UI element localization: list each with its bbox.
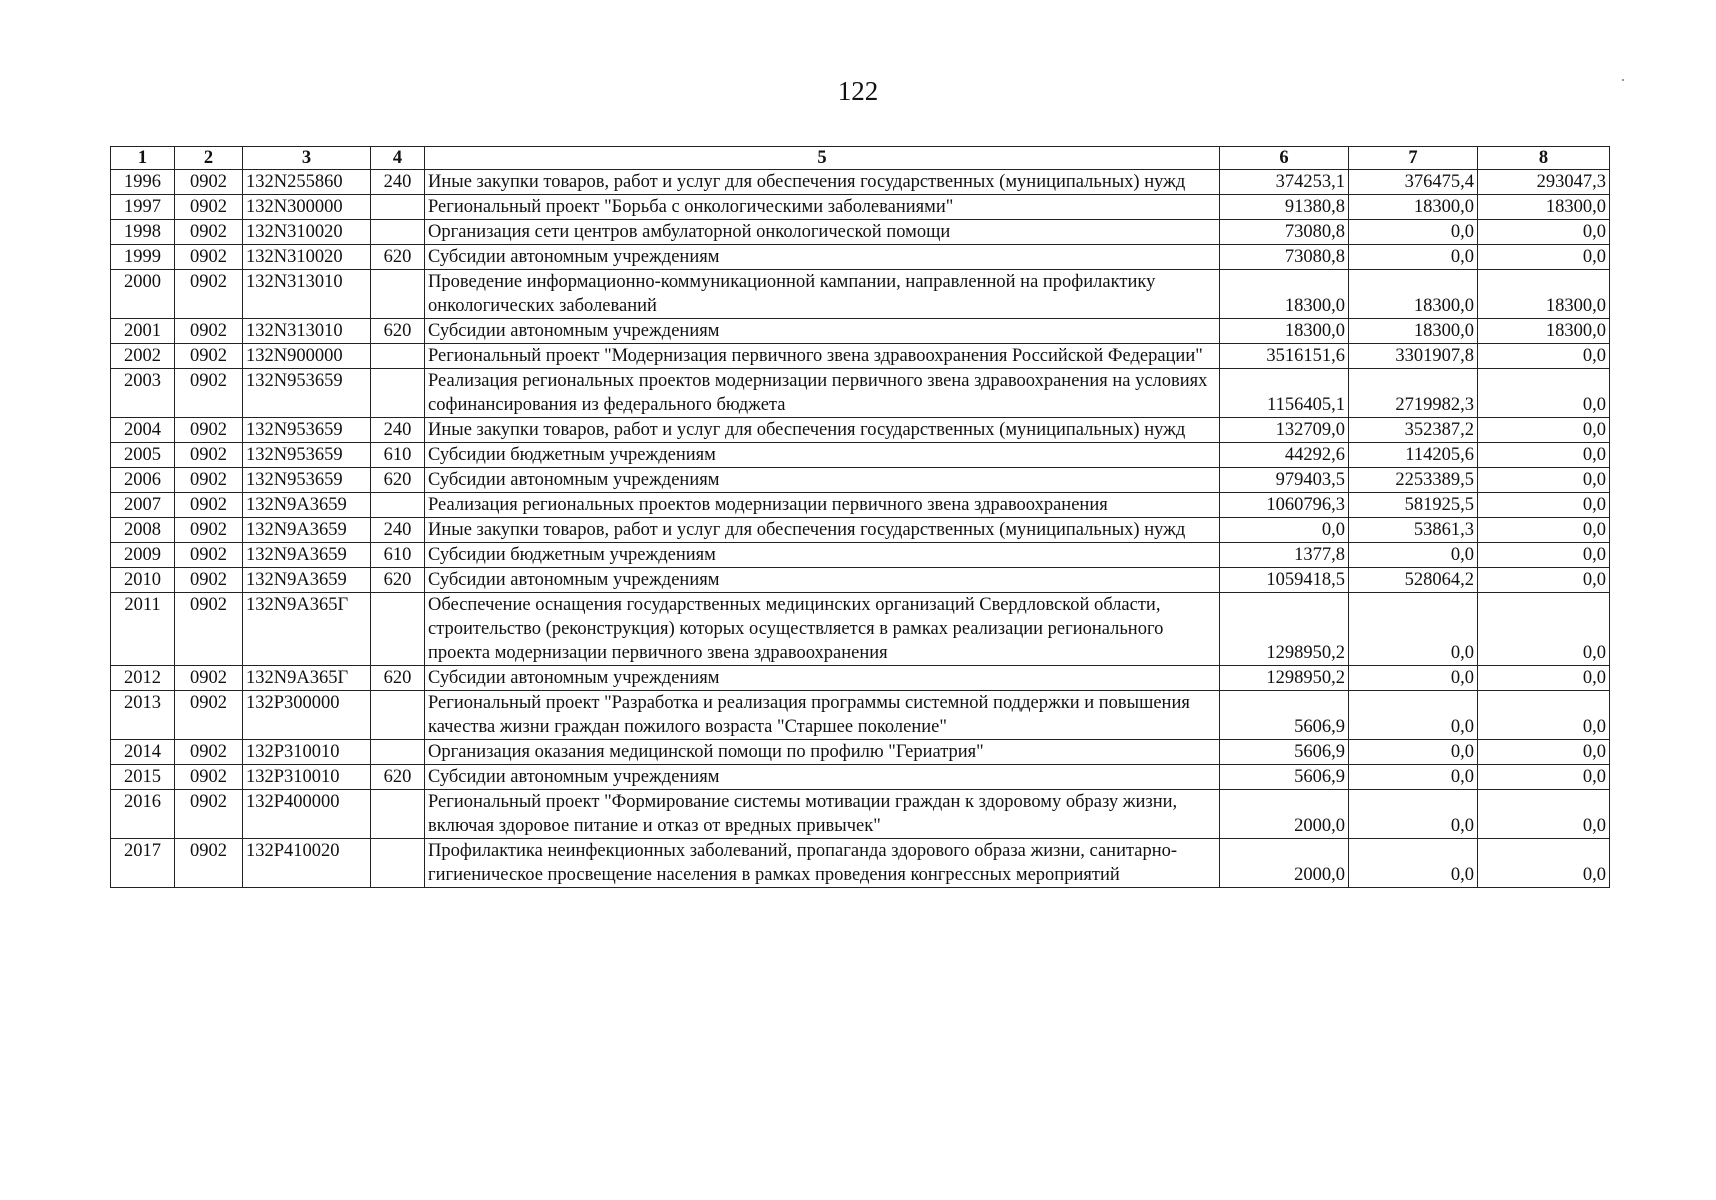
table-row [111, 369, 1610, 418]
amount-col8-cell: 0,0 [1478, 568, 1610, 593]
amount-col6-cell: 1377,8 [1220, 543, 1349, 568]
item-name-cell: Региональный проект "Разработка и реализация программы системной поддержки и повышения качества жизни граждан пожилого возраста "Старшее поколение" [425, 691, 1220, 740]
section-code-cell: 0902 [175, 220, 243, 245]
amount-col8-cell: 0,0 [1478, 468, 1610, 493]
expense-type-cell: 620 [371, 245, 425, 270]
table-row [111, 839, 1610, 888]
target-article-cell: 132N953659 [243, 468, 371, 493]
table-row [111, 666, 1610, 691]
amount-col7-cell: 0,0 [1349, 790, 1478, 839]
table-row [111, 195, 1610, 220]
expense-type-cell [371, 369, 425, 418]
amount-col6-cell: 979403,5 [1220, 468, 1349, 493]
section-code-cell: 0902 [175, 593, 243, 666]
target-article-cell: 132P300000 [243, 691, 371, 740]
item-name-cell: Реализация региональных проектов модернизации первичного звена здравоохранения на условиях софинансирования из федерального бюджета [425, 369, 1220, 418]
amount-col7-cell: 0,0 [1349, 245, 1478, 270]
target-article-cell: 132N9A365Г [243, 593, 371, 666]
table-row [111, 245, 1610, 270]
item-name-cell: Региональный проект "Формирование системы мотивации граждан к здоровому образу жизни, включая здоровое питание и отказ от вредных привычек" [425, 790, 1220, 839]
amount-col6-cell: 44292,6 [1220, 443, 1349, 468]
amount-col7-cell: 2719982,3 [1349, 369, 1478, 418]
col-header: 1 [111, 147, 175, 170]
amount-col8-cell: 0,0 [1478, 443, 1610, 468]
item-name-cell: Иные закупки товаров, работ и услуг для обеспечения государственных (муниципальных) нужд [425, 418, 1220, 443]
target-article-cell: 132P310010 [243, 765, 371, 790]
item-name-cell: Субсидии бюджетным учреждениям [425, 443, 1220, 468]
col-header: 2 [175, 147, 243, 170]
amount-col6-cell: 1298950,2 [1220, 593, 1349, 666]
expense-type-cell: 620 [371, 765, 425, 790]
row-number-cell: 1998 [111, 220, 175, 245]
expense-type-cell: 620 [371, 666, 425, 691]
expense-type-cell [371, 195, 425, 220]
target-article-cell: 132N9A365Г [243, 666, 371, 691]
amount-col6-cell: 5606,9 [1220, 740, 1349, 765]
target-article-cell: 132N310020 [243, 245, 371, 270]
item-name-cell: Субсидии автономным учреждениям [425, 468, 1220, 493]
item-name-cell: Субсидии автономным учреждениям [425, 568, 1220, 593]
section-code-cell: 0902 [175, 319, 243, 344]
amount-col8-cell: 0,0 [1478, 245, 1610, 270]
amount-col6-cell: 73080,8 [1220, 245, 1349, 270]
item-name-cell: Региональный проект "Борьба с онкологическими заболеваниями" [425, 195, 1220, 220]
expense-type-cell: 240 [371, 518, 425, 543]
row-number-cell: 2017 [111, 839, 175, 888]
table-row [111, 593, 1610, 666]
target-article-cell: 132N9A3659 [243, 568, 371, 593]
amount-col6-cell: 2000,0 [1220, 839, 1349, 888]
amount-col7-cell: 0,0 [1349, 839, 1478, 888]
expense-type-cell: 620 [371, 468, 425, 493]
amount-col8-cell: 0,0 [1478, 369, 1610, 418]
row-number-cell: 2009 [111, 543, 175, 568]
section-code-cell: 0902 [175, 195, 243, 220]
section-code-cell: 0902 [175, 543, 243, 568]
item-name-cell: Субсидии автономным учреждениям [425, 245, 1220, 270]
target-article-cell: 132P410020 [243, 839, 371, 888]
amount-col8-cell: 0,0 [1478, 418, 1610, 443]
amount-col6-cell: 91380,8 [1220, 195, 1349, 220]
item-name-cell: Организация оказания медицинской помощи по профилю "Гериатрия" [425, 740, 1220, 765]
section-code-cell: 0902 [175, 344, 243, 369]
amount-col6-cell: 73080,8 [1220, 220, 1349, 245]
amount-col6-cell: 3516151,6 [1220, 344, 1349, 369]
row-number-cell: 2002 [111, 344, 175, 369]
row-number-cell: 2004 [111, 418, 175, 443]
row-number-cell: 2005 [111, 443, 175, 468]
row-number-cell: 2015 [111, 765, 175, 790]
amount-col6-cell: 5606,9 [1220, 691, 1349, 740]
table-row [111, 691, 1610, 740]
item-name-cell: Региональный проект "Модернизация первичного звена здравоохранения Российской Федерации" [425, 344, 1220, 369]
col-header: 8 [1478, 147, 1610, 170]
row-number-cell: 2016 [111, 790, 175, 839]
row-number-cell: 2014 [111, 740, 175, 765]
section-code-cell: 0902 [175, 468, 243, 493]
row-number-cell: 2008 [111, 518, 175, 543]
amount-col7-cell: 0,0 [1349, 765, 1478, 790]
table-row [111, 170, 1610, 195]
amount-col6-cell: 18300,0 [1220, 319, 1349, 344]
item-name-cell: Иные закупки товаров, работ и услуг для обеспечения государственных (муниципальных) нужд [425, 518, 1220, 543]
amount-col6-cell: 1060796,3 [1220, 493, 1349, 518]
target-article-cell: 132N255860 [243, 170, 371, 195]
amount-col8-cell: 18300,0 [1478, 195, 1610, 220]
row-number-cell: 2006 [111, 468, 175, 493]
amount-col6-cell: 18300,0 [1220, 270, 1349, 319]
target-article-cell: 132P310010 [243, 740, 371, 765]
expense-type-cell: 240 [371, 418, 425, 443]
amount-col7-cell: 528064,2 [1349, 568, 1478, 593]
col-header: 7 [1349, 147, 1478, 170]
expense-type-cell: 240 [371, 170, 425, 195]
target-article-cell: 132N9A3659 [243, 543, 371, 568]
target-article-cell: 132N313010 [243, 319, 371, 344]
amount-col7-cell: 352387,2 [1349, 418, 1478, 443]
target-article-cell: 132N953659 [243, 418, 371, 443]
amount-col6-cell: 0,0 [1220, 518, 1349, 543]
target-article-cell: 132N310020 [243, 220, 371, 245]
amount-col8-cell: 0,0 [1478, 839, 1610, 888]
item-name-cell: Реализация региональных проектов модернизации первичного звена здравоохранения [425, 493, 1220, 518]
col-header: 4 [371, 147, 425, 170]
section-code-cell: 0902 [175, 765, 243, 790]
amount-col8-cell: 0,0 [1478, 790, 1610, 839]
item-name-cell: Субсидии бюджетным учреждениям [425, 543, 1220, 568]
item-name-cell: Обеспечение оснащения государственных медицинских организаций Свердловской области, строительство (реконструкция) которых осуществляется в рамках реализации регионального проекта модернизации первичного звена здравоохранения [425, 593, 1220, 666]
amount-col8-cell: 0,0 [1478, 691, 1610, 740]
section-code-cell: 0902 [175, 790, 243, 839]
scan-speck [1622, 79, 1624, 81]
expense-type-cell: 620 [371, 319, 425, 344]
amount-col7-cell: 0,0 [1349, 666, 1478, 691]
amount-col8-cell: 18300,0 [1478, 270, 1610, 319]
expense-type-cell: 620 [371, 568, 425, 593]
section-code-cell: 0902 [175, 666, 243, 691]
table-body [111, 170, 1610, 888]
table-row [111, 543, 1610, 568]
budget-table [110, 146, 1610, 888]
amount-col8-cell: 0,0 [1478, 593, 1610, 666]
table-row [111, 740, 1610, 765]
amount-col7-cell: 3301907,8 [1349, 344, 1478, 369]
amount-col7-cell: 18300,0 [1349, 319, 1478, 344]
row-number-cell: 2001 [111, 319, 175, 344]
item-name-cell: Иные закупки товаров, работ и услуг для обеспечения государственных (муниципальных) нужд [425, 170, 1220, 195]
amount-col8-cell: 0,0 [1478, 543, 1610, 568]
section-code-cell: 0902 [175, 369, 243, 418]
row-number-cell: 2010 [111, 568, 175, 593]
expense-type-cell [371, 270, 425, 319]
table-row [111, 518, 1610, 543]
table-row [111, 568, 1610, 593]
amount-col8-cell: 0,0 [1478, 666, 1610, 691]
amount-col6-cell: 1298950,2 [1220, 666, 1349, 691]
item-name-cell: Субсидии автономным учреждениям [425, 666, 1220, 691]
amount-col8-cell: 18300,0 [1478, 319, 1610, 344]
amount-col7-cell: 18300,0 [1349, 270, 1478, 319]
target-article-cell: 132N9A3659 [243, 518, 371, 543]
amount-col7-cell: 2253389,5 [1349, 468, 1478, 493]
section-code-cell: 0902 [175, 740, 243, 765]
table-row [111, 765, 1610, 790]
target-article-cell: 132N9A3659 [243, 493, 371, 518]
table-row [111, 790, 1610, 839]
amount-col8-cell: 0,0 [1478, 344, 1610, 369]
section-code-cell: 0902 [175, 245, 243, 270]
expense-type-cell [371, 493, 425, 518]
row-number-cell: 1999 [111, 245, 175, 270]
amount-col6-cell: 132709,0 [1220, 418, 1349, 443]
amount-col8-cell: 0,0 [1478, 493, 1610, 518]
amount-col7-cell: 0,0 [1349, 740, 1478, 765]
table-row [111, 270, 1610, 319]
table-row [111, 418, 1610, 443]
expense-type-cell [371, 691, 425, 740]
amount-col7-cell: 18300,0 [1349, 195, 1478, 220]
target-article-cell: 132N313010 [243, 270, 371, 319]
amount-col7-cell: 376475,4 [1349, 170, 1478, 195]
table-row [111, 468, 1610, 493]
amount-col6-cell: 5606,9 [1220, 765, 1349, 790]
amount-col8-cell: 293047,3 [1478, 170, 1610, 195]
section-code-cell: 0902 [175, 418, 243, 443]
target-article-cell: 132N953659 [243, 443, 371, 468]
section-code-cell: 0902 [175, 518, 243, 543]
col-header: 3 [243, 147, 371, 170]
amount-col7-cell: 114205,6 [1349, 443, 1478, 468]
row-number-cell: 1996 [111, 170, 175, 195]
section-code-cell: 0902 [175, 839, 243, 888]
section-code-cell: 0902 [175, 170, 243, 195]
table-row [111, 344, 1610, 369]
item-name-cell: Организация сети центров амбулаторной онкологической помощи [425, 220, 1220, 245]
page-number: 122 [837, 76, 879, 106]
table-row [111, 220, 1610, 245]
section-code-cell: 0902 [175, 568, 243, 593]
amount-col8-cell: 0,0 [1478, 765, 1610, 790]
expense-type-cell [371, 344, 425, 369]
col-header: 5 [425, 147, 1220, 170]
expense-type-cell [371, 593, 425, 666]
item-name-cell: Проведение информационно-коммуникационной кампании, направленной на профилактику онкологических заболеваний [425, 270, 1220, 319]
amount-col6-cell: 1156405,1 [1220, 369, 1349, 418]
expense-type-cell: 610 [371, 543, 425, 568]
table-row [111, 319, 1610, 344]
amount-col6-cell: 2000,0 [1220, 790, 1349, 839]
amount-col8-cell: 0,0 [1478, 740, 1610, 765]
item-name-cell: Субсидии автономным учреждениям [425, 319, 1220, 344]
row-number-cell: 2000 [111, 270, 175, 319]
section-code-cell: 0902 [175, 691, 243, 740]
row-number-cell: 2013 [111, 691, 175, 740]
amount-col7-cell: 0,0 [1349, 691, 1478, 740]
amount-col8-cell: 0,0 [1478, 518, 1610, 543]
row-number-cell: 2012 [111, 666, 175, 691]
item-name-cell: Субсидии автономным учреждениям [425, 765, 1220, 790]
amount-col8-cell: 0,0 [1478, 220, 1610, 245]
amount-col7-cell: 0,0 [1349, 543, 1478, 568]
amount-col6-cell: 1059418,5 [1220, 568, 1349, 593]
header-row [111, 147, 1610, 170]
row-number-cell: 1997 [111, 195, 175, 220]
target-article-cell: 132N900000 [243, 344, 371, 369]
amount-col7-cell: 0,0 [1349, 593, 1478, 666]
row-number-cell: 2003 [111, 369, 175, 418]
expense-type-cell [371, 790, 425, 839]
expense-type-cell [371, 220, 425, 245]
expense-type-cell [371, 839, 425, 888]
target-article-cell: 132P400000 [243, 790, 371, 839]
section-code-cell: 0902 [175, 493, 243, 518]
expense-type-cell [371, 740, 425, 765]
target-article-cell: 132N300000 [243, 195, 371, 220]
col-header: 6 [1220, 147, 1349, 170]
item-name-cell: Профилактика неинфекционных заболеваний, пропаганда здорового образа жизни, санитарно-гигиеническое просвещение населения в рамках проведения конгрессных мероприятий [425, 839, 1220, 888]
table-row [111, 493, 1610, 518]
section-code-cell: 0902 [175, 443, 243, 468]
row-number-cell: 2011 [111, 593, 175, 666]
section-code-cell: 0902 [175, 270, 243, 319]
amount-col6-cell: 374253,1 [1220, 170, 1349, 195]
amount-col7-cell: 581925,5 [1349, 493, 1478, 518]
table-row [111, 443, 1610, 468]
amount-col7-cell: 53861,3 [1349, 518, 1478, 543]
amount-col7-cell: 0,0 [1349, 220, 1478, 245]
expense-type-cell: 610 [371, 443, 425, 468]
target-article-cell: 132N953659 [243, 369, 371, 418]
row-number-cell: 2007 [111, 493, 175, 518]
